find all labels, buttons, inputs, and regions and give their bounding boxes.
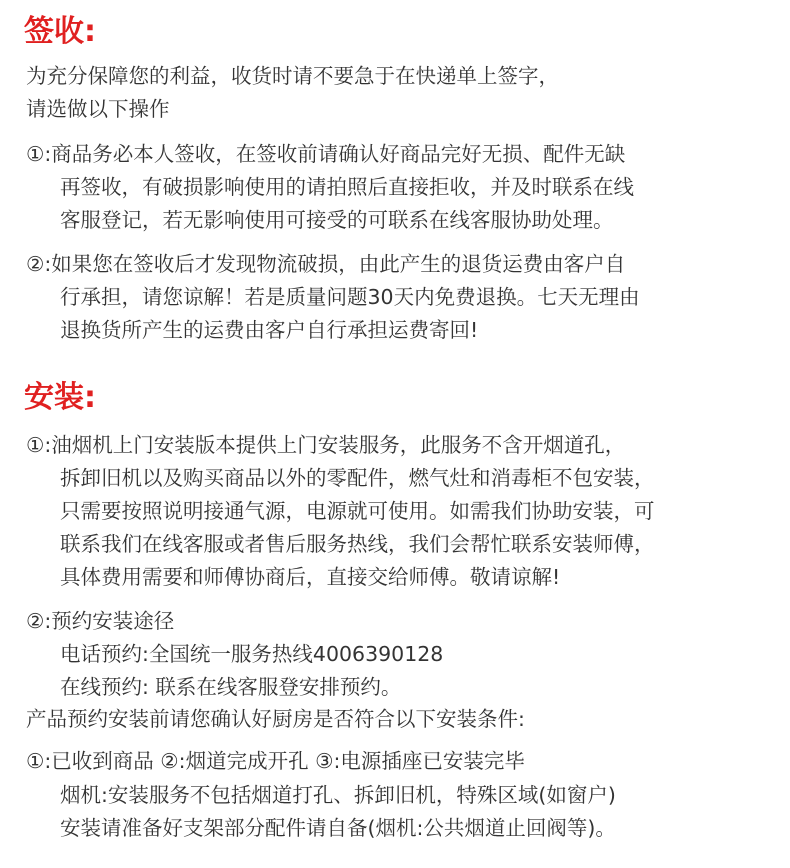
online-booking-line: 在线预约: 联系在线客服登安排预约。: [60, 675, 402, 699]
conditions-line: ①:已收到商品 ②:烟道完成开孔 ③:电源插座已安装完毕: [26, 749, 525, 773]
install-item-1-line: 拆卸旧机以及购买商品以外的零配件，燃气灶和消毒柜不包安装，: [60, 466, 655, 490]
sign-item-2-line: 退换货所产生的运费由客户自行承担运费寄回!: [60, 318, 479, 342]
install-item-1-line: 联系我们在线客服或者售后服务热线，我们会帮忙联系安装师傅，: [60, 532, 655, 556]
sign-heading: 签收:: [24, 14, 96, 49]
sign-item-2-line: 行承担，请您谅解！若是质量问题30天内免费退换。七天无理由: [60, 285, 640, 309]
conditions-line: 烟机:安装服务不包括烟道打孔、拆卸旧机，特殊区域(如窗户): [60, 783, 616, 807]
install-item-1-line: ①:油烟机上门安装版本提供上门安装服务，此服务不含开烟道孔，: [26, 433, 626, 457]
install-item-2-line: ②:预约安装途径: [26, 609, 175, 633]
install-heading: 安装:: [24, 380, 96, 415]
sign-item-1-line: 再签收，有破损影响使用的请拍照后直接拒收，并及时联系在线: [60, 175, 634, 199]
install-item-1-line: 具体费用需要和师傅协商后，直接交给师傅。敬请谅解!: [60, 565, 561, 589]
conditions-line: 安装请准备好支架部分配件请自备(烟机:公共烟道止回阀等)。: [60, 816, 616, 840]
sign-intro-line: 请选做以下操作: [26, 97, 170, 121]
phone-booking-line: 电话预约:全国统一服务热线4006390128: [60, 642, 444, 666]
sign-item-1-line: ①:商品务必本人签收，在签收前请确认好商品完好无损、配件无缺: [26, 142, 626, 166]
sign-intro-line: 为充分保障您的利益，收货时请不要急于在快递单上签字，: [26, 64, 559, 88]
conditions-intro: 产品预约安装前请您确认好厨房是否符合以下安装条件:: [26, 707, 525, 731]
sign-item-2-line: ②:如果您在签收后才发现物流破损，由此产生的退货运费由客户自: [26, 252, 626, 276]
sign-item-1-line: 客服登记，若无影响使用可接受的可联系在线客服协助处理。: [60, 208, 614, 232]
install-item-1-line: 只需要按照说明接通气源，电源就可使用。如需我们协助安装，可: [60, 499, 655, 523]
